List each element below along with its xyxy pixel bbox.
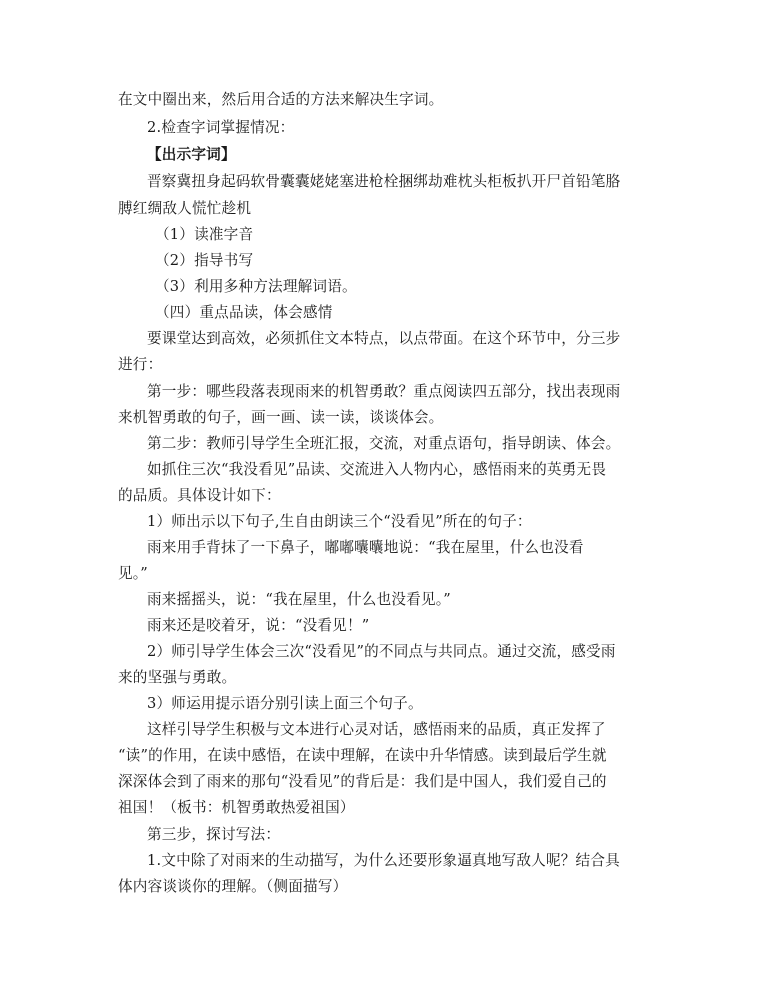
text-line: 的品质。具体设计如下： — [118, 487, 281, 504]
text-line: 如抓住三次“我没看见”品读、交流进入人物内心，感悟雨来的英勇无畏 — [147, 461, 607, 478]
text-line: 膊红绸敌人慌忙趁机 — [118, 200, 252, 217]
text-line: “读”的作用，在读中感悟，在读中理解，在读中升华情感。读到最后学生就 — [118, 747, 607, 764]
text-line: 第二步：教师引导学生全班汇报，交流，对重点语句，指导朗读、体会。 — [147, 435, 621, 452]
text-line: 雨来还是咬着牙，说：“没看见！” — [147, 617, 370, 634]
text-line: （2）指导书写 — [155, 252, 254, 269]
text-line: 见。” — [118, 565, 148, 582]
text-line: 2.检查字词掌握情况： — [147, 119, 295, 136]
text-line: 第一步：哪些段落表现雨来的机智勇敢？重点阅读四五部分，找出表现雨 — [147, 383, 621, 400]
text-line: 要课堂达到高效，必须抓住文本特点，以点带面。在这个环节中，分三步 — [147, 330, 621, 347]
text-line: 1.文中除了对雨来的生动描写，为什么还要形象逼真地写敌人呢？结合具 — [147, 852, 620, 869]
text-line: 第三步，探讨写法： — [147, 826, 281, 843]
text-line: 2）师引导学生体会三次“没看见”的不同点与共同点。通过交流，感受雨 — [147, 643, 616, 660]
text-line: 进行： — [118, 356, 163, 373]
text-line: 来的坚强与勇敢。 — [118, 669, 237, 686]
text-line: 雨来用手背抹了一下鼻子，嘟嘟囔囔地说：“我在屋里，什么也没看 — [147, 539, 584, 556]
text-line: 雨来摇摇头，说：“我在屋里，什么也没看见。” — [147, 591, 451, 608]
text-line: 深深体会到了雨来的那句“没看见”的背后是：我们是中国人，我们爱自己的 — [118, 773, 607, 790]
text-line: 3）师运用提示语分别引读上面三个句子。 — [147, 695, 423, 712]
section-heading: （四）重点品读，体会感情 — [155, 304, 333, 321]
text-line: 晋察冀扭身起码软骨囊囊姥姥塞进枪栓捆绑劫难枕头柜板扒开尸首铅笔胳 — [147, 173, 621, 190]
text-line: 这样引导学生积极与文本进行心灵对话，感悟雨来的品质，真正发挥了 — [147, 721, 606, 738]
text-line: 体内容谈谈你的理解。（侧面描写） — [118, 878, 348, 895]
section-heading: 【出示字词】 — [147, 146, 236, 163]
text-line: （3）利用多种方法理解词语。 — [155, 278, 357, 295]
text-line: 来机智勇敢的句子，画一画、读一读，谈谈体会。 — [118, 409, 444, 426]
text-line: （1）读准字音 — [155, 226, 254, 243]
text-line: 1）师出示以下句子,生自由朗读三个“没看见”所在的句子： — [147, 513, 532, 530]
text-line: 祖国！（板书：机智勇敢热爱祖国） — [118, 799, 355, 816]
text-line: 在文中圈出来，然后用合适的方法来解决生字词。 — [118, 91, 444, 108]
